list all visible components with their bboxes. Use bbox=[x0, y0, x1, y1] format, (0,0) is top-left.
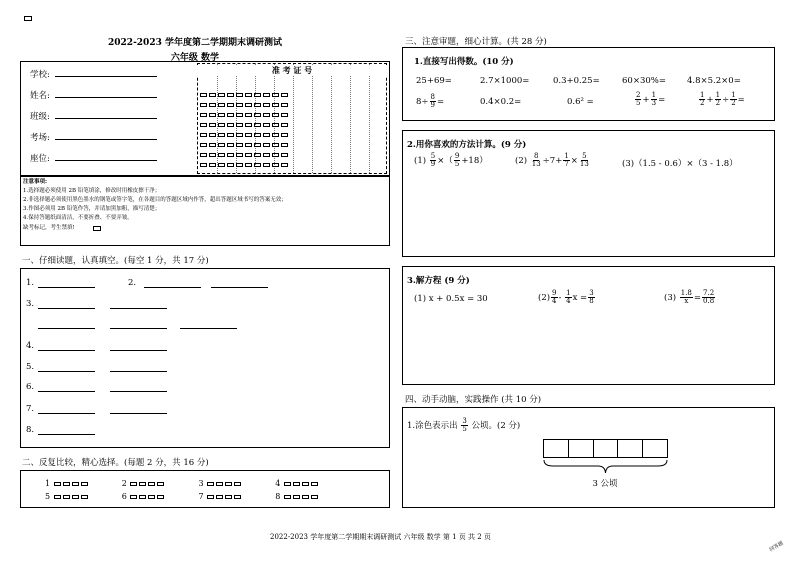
seat-label: 座位: bbox=[30, 154, 50, 164]
section1-heading: 一、仔细读题，认真填空。(每空 1 分，共 17 分) bbox=[22, 256, 209, 266]
fill-blank[interactable] bbox=[110, 328, 167, 329]
fill-item-2: 2. bbox=[128, 278, 137, 288]
fill-blank[interactable] bbox=[110, 350, 167, 351]
fill-blank[interactable] bbox=[38, 413, 95, 414]
calc-q1-item-frac-a: 8÷ $\frac{8}{9}$ = bbox=[416, 93, 445, 109]
calc-q1-item: 0.3+0.25= bbox=[553, 76, 600, 86]
brace-label: 3 公顷 bbox=[592, 479, 618, 489]
absent-mark-label: 缺考标记，考生禁填! bbox=[23, 225, 75, 231]
note-item: 1.选择题必须使用 2B 铅笔填涂，修改时用橡皮擦干净； bbox=[23, 188, 161, 194]
section2-box bbox=[20, 470, 390, 508]
fill-item-5: 5. bbox=[26, 362, 35, 372]
fill-item-4: 4. bbox=[26, 341, 35, 351]
calc-q1-heading: 1.直接写出得数。(10 分) bbox=[414, 57, 514, 67]
seat-field[interactable] bbox=[55, 160, 157, 161]
choice-row-2 bbox=[45, 492, 385, 501]
fill-item-1: 1. bbox=[26, 278, 35, 288]
name-label: 姓名: bbox=[30, 91, 50, 101]
fill-blank[interactable] bbox=[38, 328, 95, 329]
calc-q3-heading: 3.解方程 (9 分) bbox=[407, 276, 470, 286]
exam-number-label: 准 考 证 号 bbox=[197, 65, 387, 76]
school-label: 学校: bbox=[30, 70, 50, 80]
corner-mark bbox=[24, 16, 32, 21]
fill-blank[interactable] bbox=[110, 413, 167, 414]
page-title: 2022-2023 学年度第二学期期末调研测试 bbox=[108, 38, 282, 48]
page-subtitle: 六年级 数学 bbox=[170, 53, 220, 63]
fill-blank[interactable] bbox=[110, 308, 167, 309]
fill-blank[interactable] bbox=[110, 371, 167, 372]
calc-q2-item-1: (1) $\frac{5}{9}$ ×（ $\frac{9}{5}$ +18） bbox=[414, 152, 488, 168]
choice-number: 6 bbox=[121, 492, 127, 501]
note-item: 4.保持答题纸面清洁，不要折叠、不要弄皱。 bbox=[23, 215, 133, 221]
choice-number: 4 bbox=[275, 479, 281, 488]
choice-number: 8 bbox=[275, 492, 281, 501]
footer-corner-mark: 回答题 bbox=[768, 540, 785, 554]
calc-q1-item: 0.4×0.2= bbox=[480, 97, 522, 107]
section3-heading: 三、注意审题，细心计算。(共 28 分) bbox=[405, 37, 547, 47]
choice-row-1 bbox=[45, 479, 385, 488]
class-label: 班级: bbox=[30, 112, 50, 122]
calc-q1-item: 4.8×5.2×0= bbox=[687, 76, 741, 86]
fill-item-6: 6. bbox=[26, 382, 35, 392]
fill-blank[interactable] bbox=[180, 328, 237, 329]
hectare-bar[interactable] bbox=[543, 439, 668, 458]
fill-blank[interactable] bbox=[38, 371, 95, 372]
equation-3: (3) $\frac{1.8}{x}$ = $\frac{7.2}{0.8}$ bbox=[664, 289, 715, 305]
fill-item-3: 3. bbox=[26, 299, 35, 309]
exam-room-label: 考场: bbox=[30, 133, 50, 143]
fill-blank[interactable] bbox=[38, 287, 95, 288]
section4-q1: 1.涂色表示出 $\frac{3}{5}$ 公顷。(2 分) bbox=[407, 417, 521, 433]
note-item: 3.作图必须用 2B 铅笔作答，并请加黑加粗，描写清楚； bbox=[23, 206, 161, 212]
bar-segment[interactable] bbox=[618, 440, 643, 457]
section1-box bbox=[20, 268, 390, 448]
exam-room-field[interactable] bbox=[55, 139, 157, 140]
calc-q1-item: 60×30%= bbox=[622, 76, 666, 86]
fill-blank[interactable] bbox=[38, 350, 95, 351]
fill-item-7: 7. bbox=[26, 404, 35, 414]
notes-heading: 注意事项: bbox=[23, 179, 48, 185]
choice-number: 7 bbox=[198, 492, 204, 501]
fill-blank[interactable] bbox=[110, 391, 167, 392]
section4-heading: 四、动手动脑，实践操作 (共 10 分) bbox=[405, 395, 542, 405]
calc-q1-item: 2.7×1000= bbox=[480, 76, 530, 86]
brace-icon bbox=[543, 459, 668, 475]
bar-segment[interactable] bbox=[643, 440, 667, 457]
fill-blank[interactable] bbox=[38, 308, 95, 309]
calc-q2-item-3: (3)（1.5 - 0.6）×（3 - 1.8） bbox=[622, 159, 738, 169]
name-field[interactable] bbox=[55, 97, 157, 98]
calc-q1-item: 25+69= bbox=[416, 76, 452, 86]
calc-q1-item-frac-d: $\frac{2}{5}$ + $\frac{1}{3}$ = bbox=[636, 91, 666, 107]
note-item: 2.非选择题必须使用黑色墨水的钢笔或签字笔，在各题目的答题区域内作答，超出答题区域书写的答案无效； bbox=[23, 197, 287, 203]
fill-blank[interactable] bbox=[211, 287, 268, 288]
school-field[interactable] bbox=[55, 76, 157, 77]
bar-segment[interactable] bbox=[569, 440, 594, 457]
choice-number: 3 bbox=[198, 479, 204, 488]
page-footer: 2022-2023 学年度第二学期期末调研测试 六年级 数学 第 1 页 共 2 页 bbox=[270, 533, 491, 541]
absent-mark-box[interactable] bbox=[93, 226, 101, 231]
choice-number: 2 bbox=[121, 479, 127, 488]
fill-blank[interactable] bbox=[144, 287, 201, 288]
equation-1: (1) x + 0.5x = 30 bbox=[414, 294, 488, 304]
calc-q2-item-2: (2) $\frac{8}{13}$ ÷7+ $\frac{1}{7}$ × $\frac{5}{13}$ bbox=[515, 152, 589, 168]
calc-q1-item-frac-e: $\frac{1}{2}$ + $\frac{1}{2}$ ÷ $\frac{1}{2}$ = bbox=[700, 91, 745, 107]
calc-q2-heading: 2.用你喜欢的方法计算。(9 分) bbox=[407, 140, 527, 150]
section2-heading: 二、反复比较，精心选择。(每题 2 分，共 16 分) bbox=[22, 458, 209, 468]
fill-blank[interactable] bbox=[38, 391, 95, 392]
calc-q1-item: 0.6² = bbox=[567, 97, 594, 107]
choice-number: 1 bbox=[45, 479, 51, 488]
choice-number: 5 bbox=[45, 492, 51, 501]
bar-segment[interactable] bbox=[544, 440, 569, 457]
class-field[interactable] bbox=[55, 118, 157, 119]
fill-blank[interactable] bbox=[38, 434, 95, 435]
exam-number-bubbles[interactable] bbox=[199, 90, 387, 170]
equation-2: (2) $\frac{9}{4}$ - $\frac{1}{4}$ x = $\frac{3}{8}$ bbox=[538, 289, 594, 305]
fill-item-8: 8. bbox=[26, 425, 35, 435]
bar-segment[interactable] bbox=[594, 440, 619, 457]
